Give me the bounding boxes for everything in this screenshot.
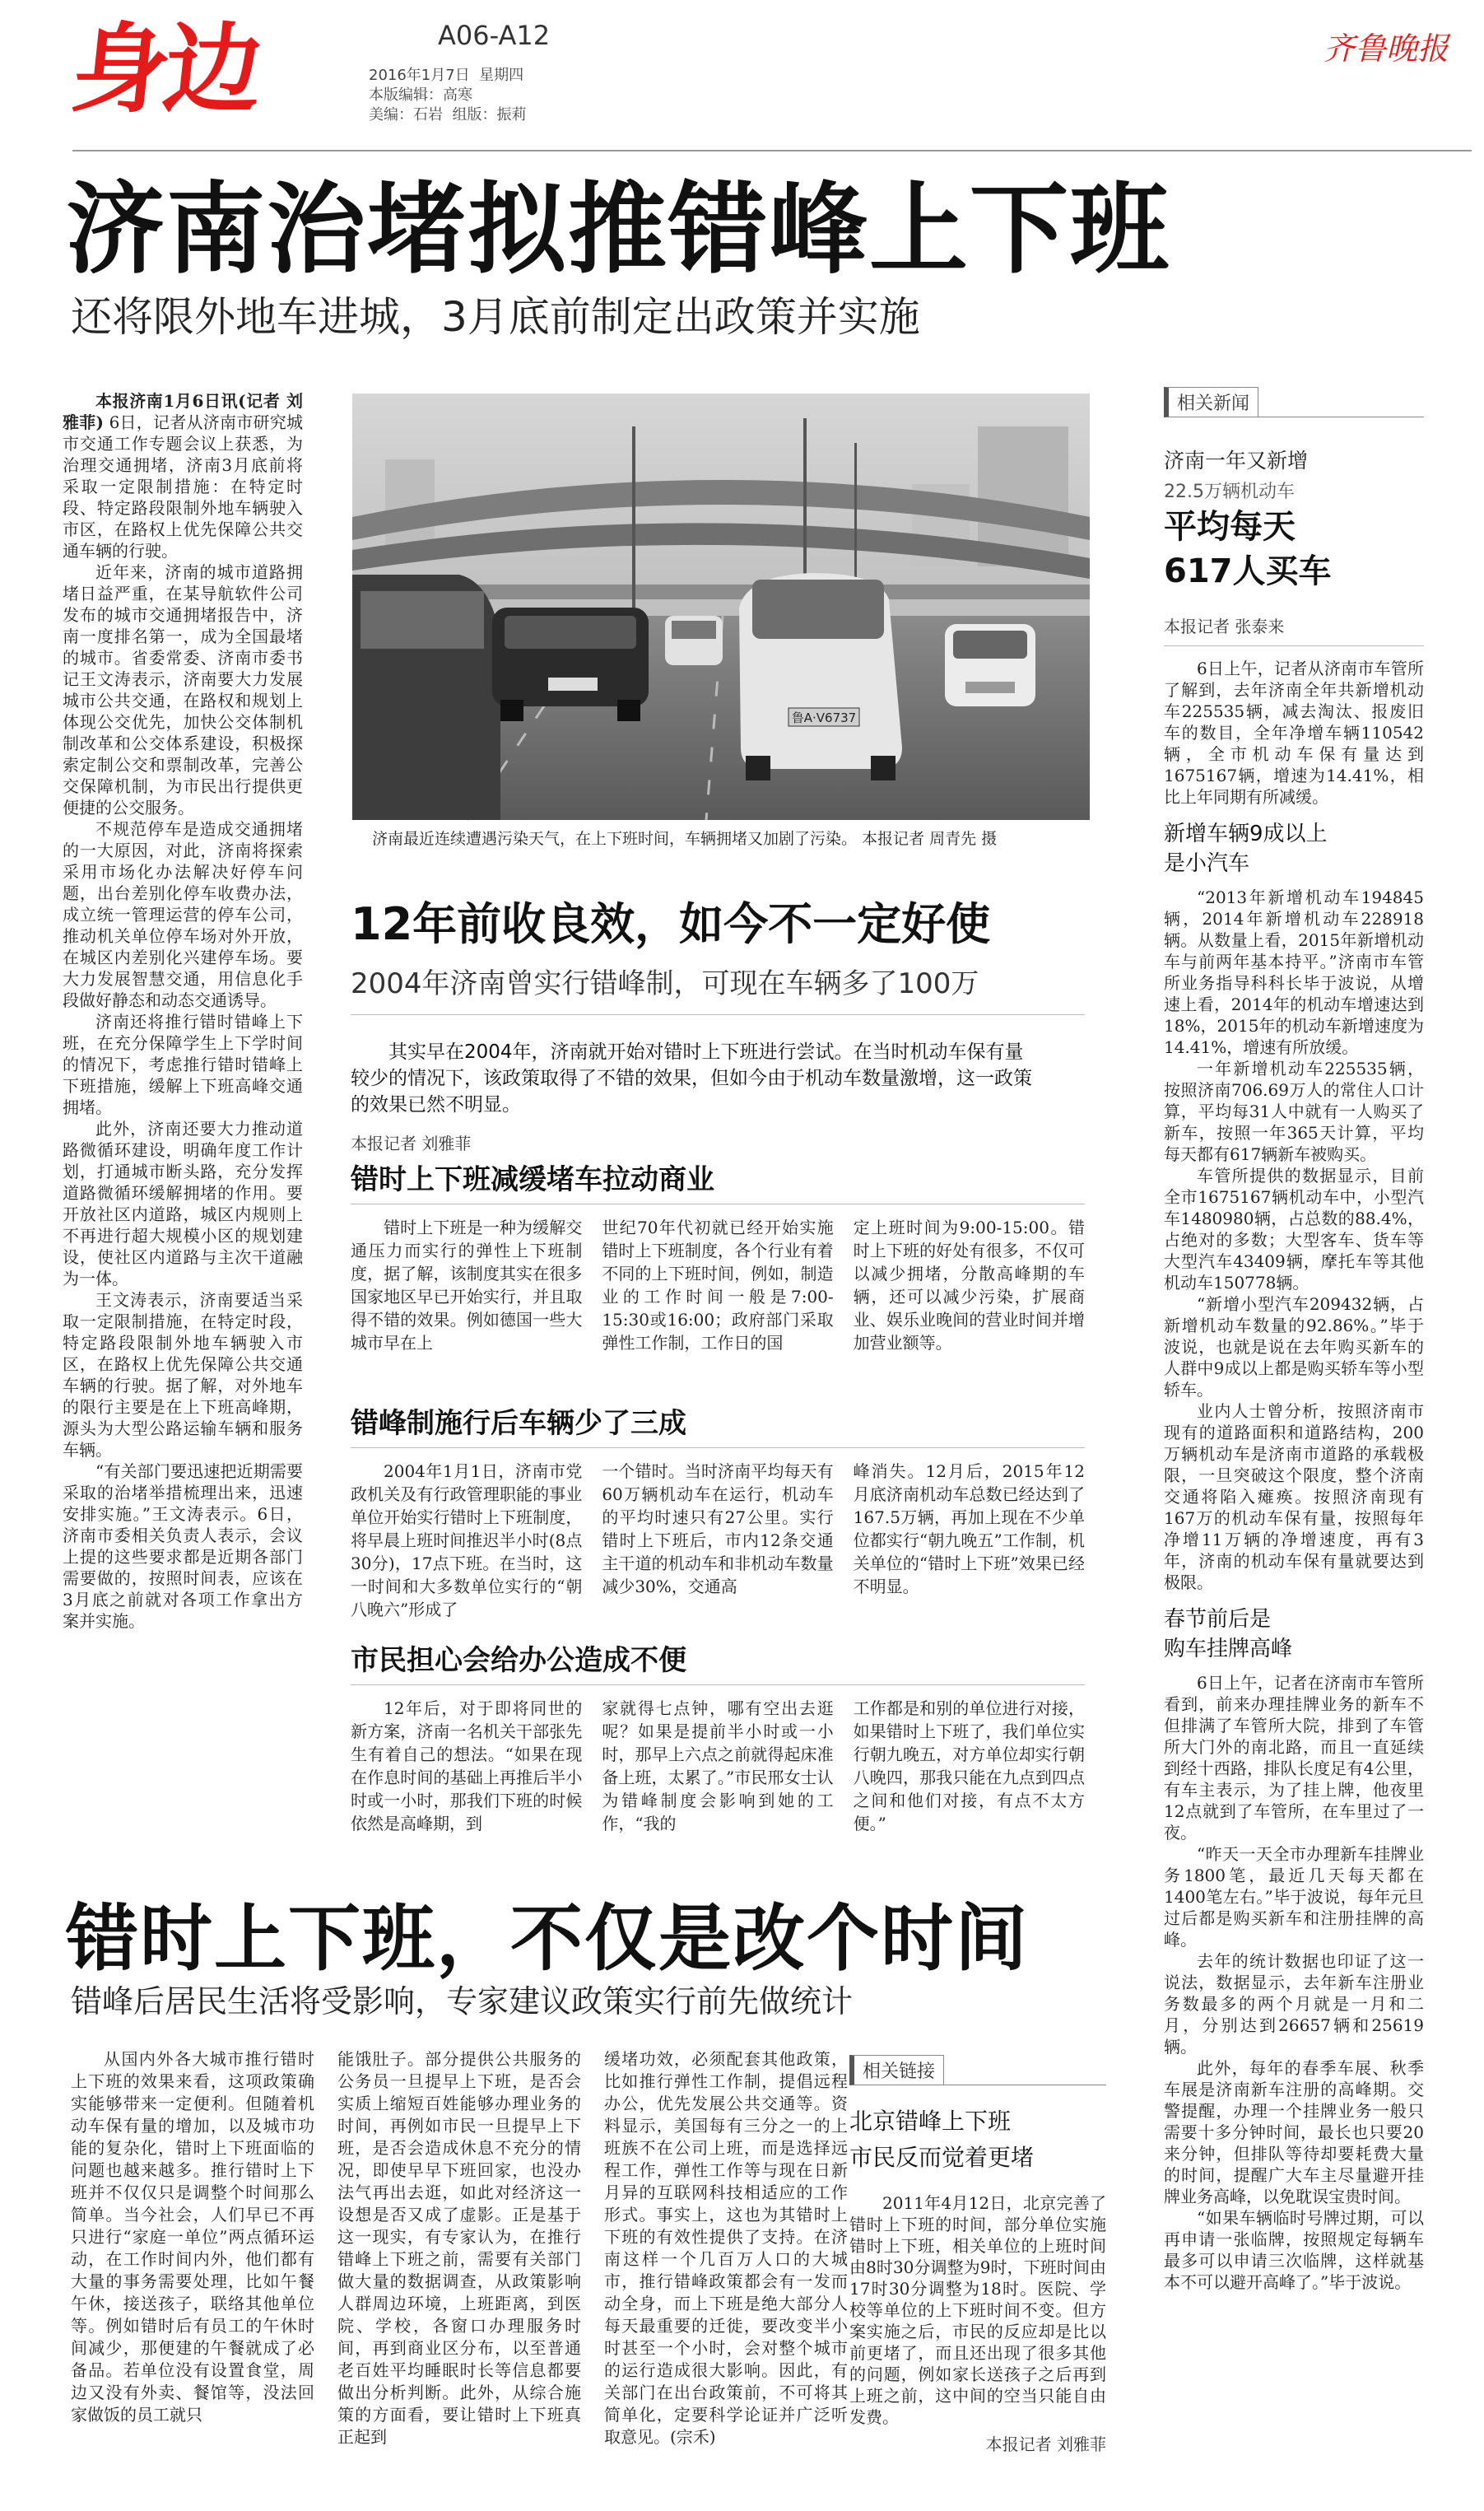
link-paragraph: 2011年4月12日，北京完善了错时上下班的时间，部分单位实施错时上下班，相关单位的上班时间由8时30分调整为9时，下班时间由17时30分调整为18时。医院、学校等单位的上下班时间不变。但方案实施之后，市民的反应却是比以前更堵了，而且还出现了很多其他的问题，例如家长送孩子之后再到上班之前，这中间的空当只能自由发费。 bbox=[849, 2193, 1106, 2427]
text-column: 错时上下班是一种为缓解交通压力而实行的弹性上下班制度，据了解，该制度其实在很多国家地区早已开始实行，并且取得不错的效果。例如德国一些大城市早在上 bbox=[351, 1218, 583, 1353]
sidebar-subhead: 购车挂牌高峰 bbox=[1164, 1637, 1293, 1661]
center-section-3 bbox=[351, 1643, 1085, 1835]
link-headline: 北京错峰上下班 bbox=[849, 2108, 1012, 2135]
sidebar-kicker-2: 22.5万辆机动车 bbox=[1164, 482, 1295, 502]
article-paragraph: 6日上午，记者在济南市车管所看到，前来办理挂牌业务的新车不但排满了车管所大院，排到了车管所大门外的南北路，而且一直延续到经十西路，排队长度足有4公里，有车主表示，为了挂上牌，他夜里12点就到了车管所，在车里过了一夜。 bbox=[1164, 1673, 1424, 1842]
plate-number: 鲁A·V6737 bbox=[791, 710, 857, 725]
related-news-sidebar bbox=[1164, 387, 1424, 2292]
sidebar-subhead: 新增车辆9成以上 bbox=[1164, 822, 1328, 846]
traffic-photo-illustration bbox=[352, 394, 1090, 820]
header-meta bbox=[369, 66, 526, 125]
article-paragraph: 一年新增机动车225535辆，按照济南706.69万人的常住人口计算，平均每31人中就有一人购买了新车，按照一年365天计算，平均每天都有617辆新车被购买。 bbox=[1164, 1059, 1424, 1164]
lead-paragraph: 本报济南1月6日讯(记者 刘雅菲) 6日，记者从济南市研究城市交通工作专题会议上获悉，为治理交通拥堵，济南3月底前将采取一定限制措施：在特定时段、特定路段限制外地车辆驶入市区，在路权上优先保障公共交通车辆的行驶。 bbox=[63, 391, 304, 561]
sidebar-headline-line2: 617人买车 bbox=[1164, 552, 1332, 590]
proof-credit: 组版：振莉 bbox=[452, 106, 527, 123]
article-paragraph: 济南还将推行错时错峰上下班，在充分保障学生上下学时间的情况下，考虑推行错时错峰上下班措施，缓解上下班高峰交通拥堵。 bbox=[63, 1012, 303, 1117]
issue-date: 2016年1月7日 bbox=[369, 67, 470, 84]
header-divider bbox=[72, 150, 1472, 151]
article-paragraph: 去年的统计数据也印证了这一说法，数据显示，去年新车注册业务数最多的两个月就是一月和二月，分别达到26657辆和25619辆。 bbox=[1164, 1951, 1424, 2057]
related-news-tab: 相关新闻 bbox=[1164, 387, 1258, 417]
page-range: A06-A12 bbox=[438, 20, 551, 51]
link-byline: 本报记者 刘雅菲 bbox=[985, 2434, 1106, 2454]
text-column: 缓堵功效，必须配套其他政策，比如推行弹性工作制，提倡远程办公，优先发展公共交通等。资料显示，美国每有三分之一的上班族不在公司上班，而是选择远程工作，弹性工作等与现在日新月异的互联网科技相适应的工作形式。事实上，这也为其错时上下班的有效性提供了支持。在济南这样一个几百万人口的大城市，推行错峰政策都会有一发而动全身，而上下班是绝大部分人每天最重要的迁徙，要改变半小时甚至一个小时，会对整个城市的运行造成很大影响。因此，有关部门在出台政策前，不可将其简单化，定要科学论证并广泛听取意见。(宗禾) bbox=[604, 2049, 848, 2447]
center-section-2 bbox=[351, 1406, 1085, 1621]
section-heading: 错峰制施行后车辆少了三成 bbox=[351, 1407, 686, 1440]
text-column: 工作都是和别的单位进行对接，如果错时上下班了，我们单位实行朝九晚五，对方单位却实行朝八晚四，那我只能在九点到四点之间和他们对接，有点不太方便。” bbox=[853, 1698, 1085, 1833]
center-headline: 12年前收良效，如今不一定好使 bbox=[351, 898, 991, 950]
center-lead: 其实早在2004年，济南就开始对错时上下班进行尝试。在当时机动车保有量较少的情况下，该政策取得了不错的效果，但如今由于机动车数量激增，这一政策的效果已然不明显。 bbox=[351, 1041, 1032, 1116]
article-paragraph: 王文涛表示，济南要适当采取一定限制措施，在特定时段，特定路段限制外地车辆驶入市区，在路权上优先保障公共交通车辆的行驶。据了解，对外地车的限行主要是在上下班高峰期，源头为大型公路运输车辆和服务车辆。 bbox=[63, 1290, 303, 1460]
article-paragraph: 不规范停车是造成交通拥堵的一大原因，对此，济南将探索采用市场化办法解决好停车问题，出台差别化停车收费办法，成立统一管理运营的停车公司，推动机关单位停车场对外开放，在城区内差别化兴建停车场。要大力发展智慧交通，用信息化手段做好静态和动态交通诱导。 bbox=[63, 819, 303, 1010]
text-column: 12年后，对于即将同世的新方案，济南一名机关干部张先生有着自己的想法。“如果在现在作息时间的基础上再推后半小时或一小时，那我们下班的时候依然是高峰期，到 bbox=[351, 1698, 583, 1833]
section-logo: 身边 bbox=[66, 12, 263, 126]
sidebar-headline-line1: 平均每天 bbox=[1164, 508, 1296, 546]
chief-editor: 本版编辑：高寒 bbox=[369, 86, 472, 104]
text-column: 一个错时。当时济南平均每天有60万辆机动车在运行，机动车的平均时速只有27公里。实行错时上下班后，市内12条交通主干道的机动车和非机动车数量减少30%，交通高 bbox=[602, 1461, 834, 1596]
traffic-photo bbox=[352, 394, 1090, 820]
article-paragraph: 6日上午，记者从济南市车管所了解到，去年济南全年共新增机动车225535辆，减去淘汰、报废旧车的数目，全年净增车辆110542辆，全市机动车保有量达到1675167辆，增速为14.41%，相比上年同期有所减缓。 bbox=[1164, 659, 1424, 807]
article-paragraph: “新增小型汽车209432辆，占新增机动车数量的92.86%。”毕于波说，也就是说在去年购买新车的人群中9成以上都是购买轿车等小型轿车。 bbox=[1164, 1294, 1424, 1400]
sidebar-byline: 本报记者 张泰来 bbox=[1164, 617, 1285, 636]
section-divider bbox=[351, 1447, 1085, 1448]
sidebar-subhead: 春节前后是 bbox=[1164, 1607, 1272, 1632]
text-column: 定上班时间为9:00-15:00。错时上下班的好处有很多，不仅可以减少拥堵，分散高峰期的车辆，还可以减少污染，扩展商业、娱乐业晚间的营业时间并增加营业额等。 bbox=[853, 1218, 1085, 1353]
center-section-1 bbox=[351, 1162, 1085, 1354]
text-column: 家就得七点钟，哪有空出去逛呢？如果是提前半小时或一小时，那早上六点之前就得起床准备上班，太累了。”市民邢女士认为错峰制度会影响到她的工作，“我的 bbox=[602, 1698, 834, 1833]
text-column: 峰消失。12月后，2015年12月底济南机动车总数已经达到了167.5万辆，再加上现在不少单位都实行“朝九晚五”工作制，机关单位的“错时上下班”效果已经不明显。 bbox=[853, 1461, 1085, 1596]
article-paragraph: 车管所提供的数据显示，目前全市1675167辆机动车中，小型汽车1480980辆，占总数的88.4%，占绝对的多数；大型客车、货车等大型汽车43409辆，摩托车等其他机动车150778辆。 bbox=[1164, 1166, 1424, 1293]
newspaper-brand: 齐鲁晚报 bbox=[1324, 30, 1449, 67]
dateline: 本报济南1月6日讯(记者 刘雅菲) bbox=[63, 391, 303, 432]
lead-article bbox=[63, 390, 303, 1897]
link-headline: 市民反而觉着更堵 bbox=[849, 2144, 1035, 2171]
sidebar-kicker: 济南一年又新增 bbox=[1164, 449, 1309, 473]
main-subheadline: 还将限外地车进城，3月底前制定出政策并实施 bbox=[71, 293, 920, 341]
article-paragraph: 近年来，济南的城市道路拥堵日益严重，在某导航软件公司发布的城市交通拥堵报告中，济南一度排名第一，成为全国最堵的城市。省委常委、济南市委书记王文涛表示，济南要大力发展城市公共交通，在路权和规划上体现公交优先，加快公交体制机制改革和公交体系建设，积极探索定制公交和票制改革，完善公交保障机制，为市民出行提供更便捷的公交服务。 bbox=[63, 562, 303, 818]
design-credit: 美编：石岩 bbox=[369, 106, 443, 123]
article-paragraph: “2013年新增机动车194845辆，2014年新增机动车228918辆。从数量上看，2015年新增机动车与前两年基本持平。”济南市车管所业务指导科科长毕于波说，从增速上看，2014年的机动车增速达到18%，2015年的机动车新增速度为14.41%，增速有所放缓。 bbox=[1164, 887, 1424, 1057]
issue-weekday: 星期四 bbox=[479, 67, 524, 84]
text-column: 世纪70年代初就已经开始实施错时上下班制度，各个行业有着不同的上下班时间，例如，制造业的工作时间一般是7:00-15:30或16:00；政府部门采取弹性工作制，工作日的国 bbox=[602, 1218, 834, 1353]
bottom-subheadline: 错峰后居民生活将受影响，专家建议政策实行前先做统计 bbox=[71, 1983, 854, 2020]
article-paragraph: “如果车辆临时号牌过期，可以再申请一张临牌，按照规定每辆车最多可以申请三次临牌，这样就基本不可以避开高峰了。”毕于波说。 bbox=[1164, 2208, 1424, 2292]
section-divider bbox=[351, 1684, 1085, 1685]
main-headline: 济南治堵拟推错峰上下班 bbox=[66, 173, 1170, 287]
center-byline: 本报记者 刘雅菲 bbox=[351, 1134, 472, 1153]
related-link-box bbox=[849, 2055, 1106, 2499]
sidebar-subhead: 是小汽车 bbox=[1164, 851, 1250, 876]
text-column: 2004年1月1日，济南市党政机关及有行政管理职能的事业单位开始实行错时上下班制度，将早晨上班时间推迟半小时(8点30分)，17点下班。在当时，这一时间和大多数单位实行的“朝八晚六”形成了 bbox=[351, 1461, 583, 1619]
article-paragraph: “有关部门要迅速把近期需要采取的治堵举措梳理出来，迅速安排实施。”王文涛表示。6日，济南市委相关负责人表示，会议上提的这些要求都是近期各部门需要做的，按照时间表，应该在3月底之前就对各项工作拿出方案并实施。 bbox=[63, 1461, 303, 1631]
sidebar-divider bbox=[1164, 645, 1424, 646]
photo-caption: 济南最近连续遭遇污染天气，在上下班时间，车辆拥堵又加剧了污染。 本报记者 周青先 摄 bbox=[372, 830, 998, 848]
text-column: 能饿肚子。部分提供公共服务的公务员一旦提早上下班，是否会实质上缩短百姓能够办理业务的时间，再例如市民一旦提早上下班，是否会造成休息不充分的情况，即使早早下班回家，也没办法气再出去逛，如此对经济这一设想是否又成了虚影。正是基于这一现实，有专家认为，在推行错峰上下班之前，需要有关部门做大量的数据调查，从政策影响人群周边环境，上班距离，到医院、学校，各窗口办理服务时间，再到商业区分布，以至普通老百姓平均睡眠时长等信息都要做出分析判断。此外，从综合施策的方面看，要让错时上下班真正起到 bbox=[337, 2049, 581, 2447]
article-paragraph: “昨天一天全市办理新车挂牌业务1800笔，最近几天每天都在1400笔左右。”毕于波说，每年元旦过后都是购买新车和注册挂牌的高峰。 bbox=[1164, 1844, 1424, 1950]
page-header bbox=[0, 0, 1484, 156]
bottom-headline: 错时上下班，不仅是改个时间 bbox=[66, 1896, 1030, 1981]
article-paragraph: 业内人士曾分析，按照济南市现有的道路面积和道路结构，200万辆机动车是济南市道路的承载极限，一旦突破这个限度，整个济南交通将陷入瘫痪。按照济南现有167万的机动车保有量，按照每年净增11万辆的净增速度，再有3年，济南的机动车保有量就要达到极限。 bbox=[1164, 1401, 1424, 1592]
center-subheadline: 2004年济南曾实行错峰制，可现在车辆多了100万 bbox=[351, 967, 979, 1000]
article-paragraph: 此外，济南还要大力推动道路微循环建设，明确年度工作计划，打通城市断头路，充分发挥道路微循环缓解拥堵的作用。要开放社区内道路，城区内规则上不再进行超大规模小区的规划建设，使社区内道路与主次干道融为一体。 bbox=[63, 1119, 303, 1288]
center-divider bbox=[351, 1014, 1085, 1015]
article-paragraph: 此外，每年的春季车展、秋季车展是济南新车注册的高峰期。交警提醒，办理一个挂牌业务一般只需要十多分钟时间，最长也只要20来分钟，但排队等待却要耗费大量的时间，提醒广大车主尽量避开挂牌业务高峰，以免耽误宝贵时间。 bbox=[1164, 2058, 1424, 2206]
related-link-tab: 相关链接 bbox=[849, 2055, 944, 2085]
section-heading: 市民担心会给办公造成不便 bbox=[351, 1644, 686, 1677]
section-heading: 错时上下班减缓堵车拉动商业 bbox=[351, 1163, 714, 1196]
text-column: 从国内外各大城市推行错时上下班的效果来看，这项政策确实能够带来一定便利。但随着机动车保有量的增加，以及城市功能的复杂化，错时上下班面临的问题也越来越多。推行错时上下班并不仅仅只是调整个时间那么简单。当今社会，人们早已不再只进行“家庭一单位”两点循环运动，在工作时间内外，他们都有大量的事务需要处理，比如午餐午休，接送孩子，联络其他单位等。例如错时后有员工的午休时间减少，那便建的午餐就成了必备品。若单位没有设置食堂，周边又没有外卖、餐馆等，没法回家做饭的员工就只 bbox=[71, 2049, 314, 2425]
